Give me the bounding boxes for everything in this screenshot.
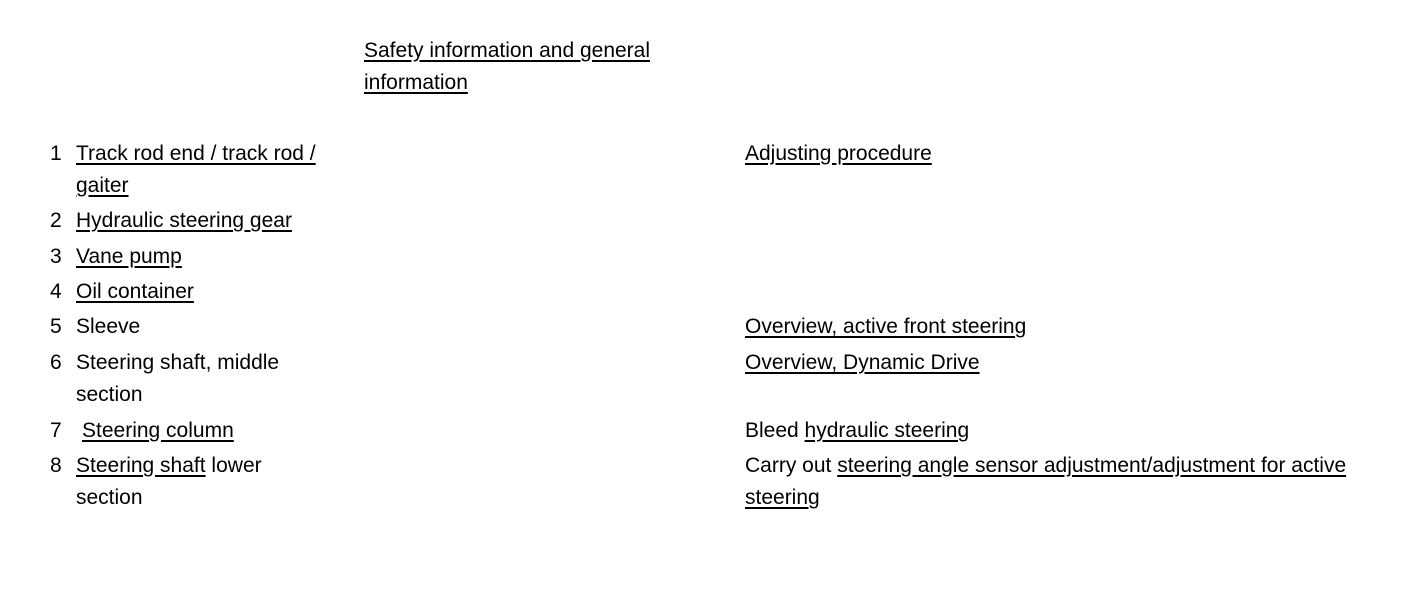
list-item-1 (50, 138, 370, 202)
list-item-3 (50, 241, 370, 273)
item-number: 7 (50, 419, 62, 442)
item-text: Steering shaft, middle section (76, 351, 280, 406)
oil-container-link[interactable]: Oil container (76, 280, 194, 303)
list-item-4 (50, 276, 370, 308)
hydraulic-steering-link[interactable]: hydraulic steering (804, 419, 970, 442)
item-number: 8 (50, 454, 62, 477)
list-item-6 (50, 347, 370, 411)
list-item-7 (50, 415, 370, 447)
list-item-5 (50, 311, 370, 343)
item-suffix: lower section (76, 454, 262, 509)
adjusting-procedure-link[interactable]: Adjusting procedure (745, 142, 932, 165)
vane-pump-link[interactable]: Vane pump (76, 245, 182, 268)
steering-column-link[interactable]: Steering column (82, 419, 234, 442)
track-rod-link[interactable]: Track rod end / track rod / gaiter (76, 142, 316, 197)
steering-angle-sensor-adjustment-link[interactable]: steering angle sensor adjustment/adjustment for active steering (745, 454, 1347, 509)
item-text: Sleeve (76, 315, 141, 338)
item-number: 3 (50, 245, 62, 268)
list-item-2 (50, 205, 370, 237)
item-number: 4 (50, 280, 62, 303)
carry-out-line (745, 450, 1385, 514)
item-number: 2 (50, 209, 62, 232)
item-number: 5 (50, 315, 62, 338)
item-number: 6 (50, 351, 62, 374)
carry-prefix: Carry out (745, 454, 838, 477)
overview-dynamic-drive-link[interactable]: Overview, Dynamic Drive (745, 351, 980, 374)
bleed-prefix: Bleed (745, 419, 805, 442)
list-item-8 (50, 450, 370, 514)
bleed-line (745, 415, 1385, 447)
steering-shaft-link[interactable]: Steering shaft (76, 454, 206, 477)
overview-active-front-steering-link[interactable]: Overview, active front steering (745, 315, 1027, 338)
hydraulic-steering-gear-link[interactable]: Hydraulic steering gear (76, 209, 292, 232)
safety-information-link[interactable]: Safety information and general information (364, 39, 651, 94)
item-number: 1 (50, 142, 62, 165)
